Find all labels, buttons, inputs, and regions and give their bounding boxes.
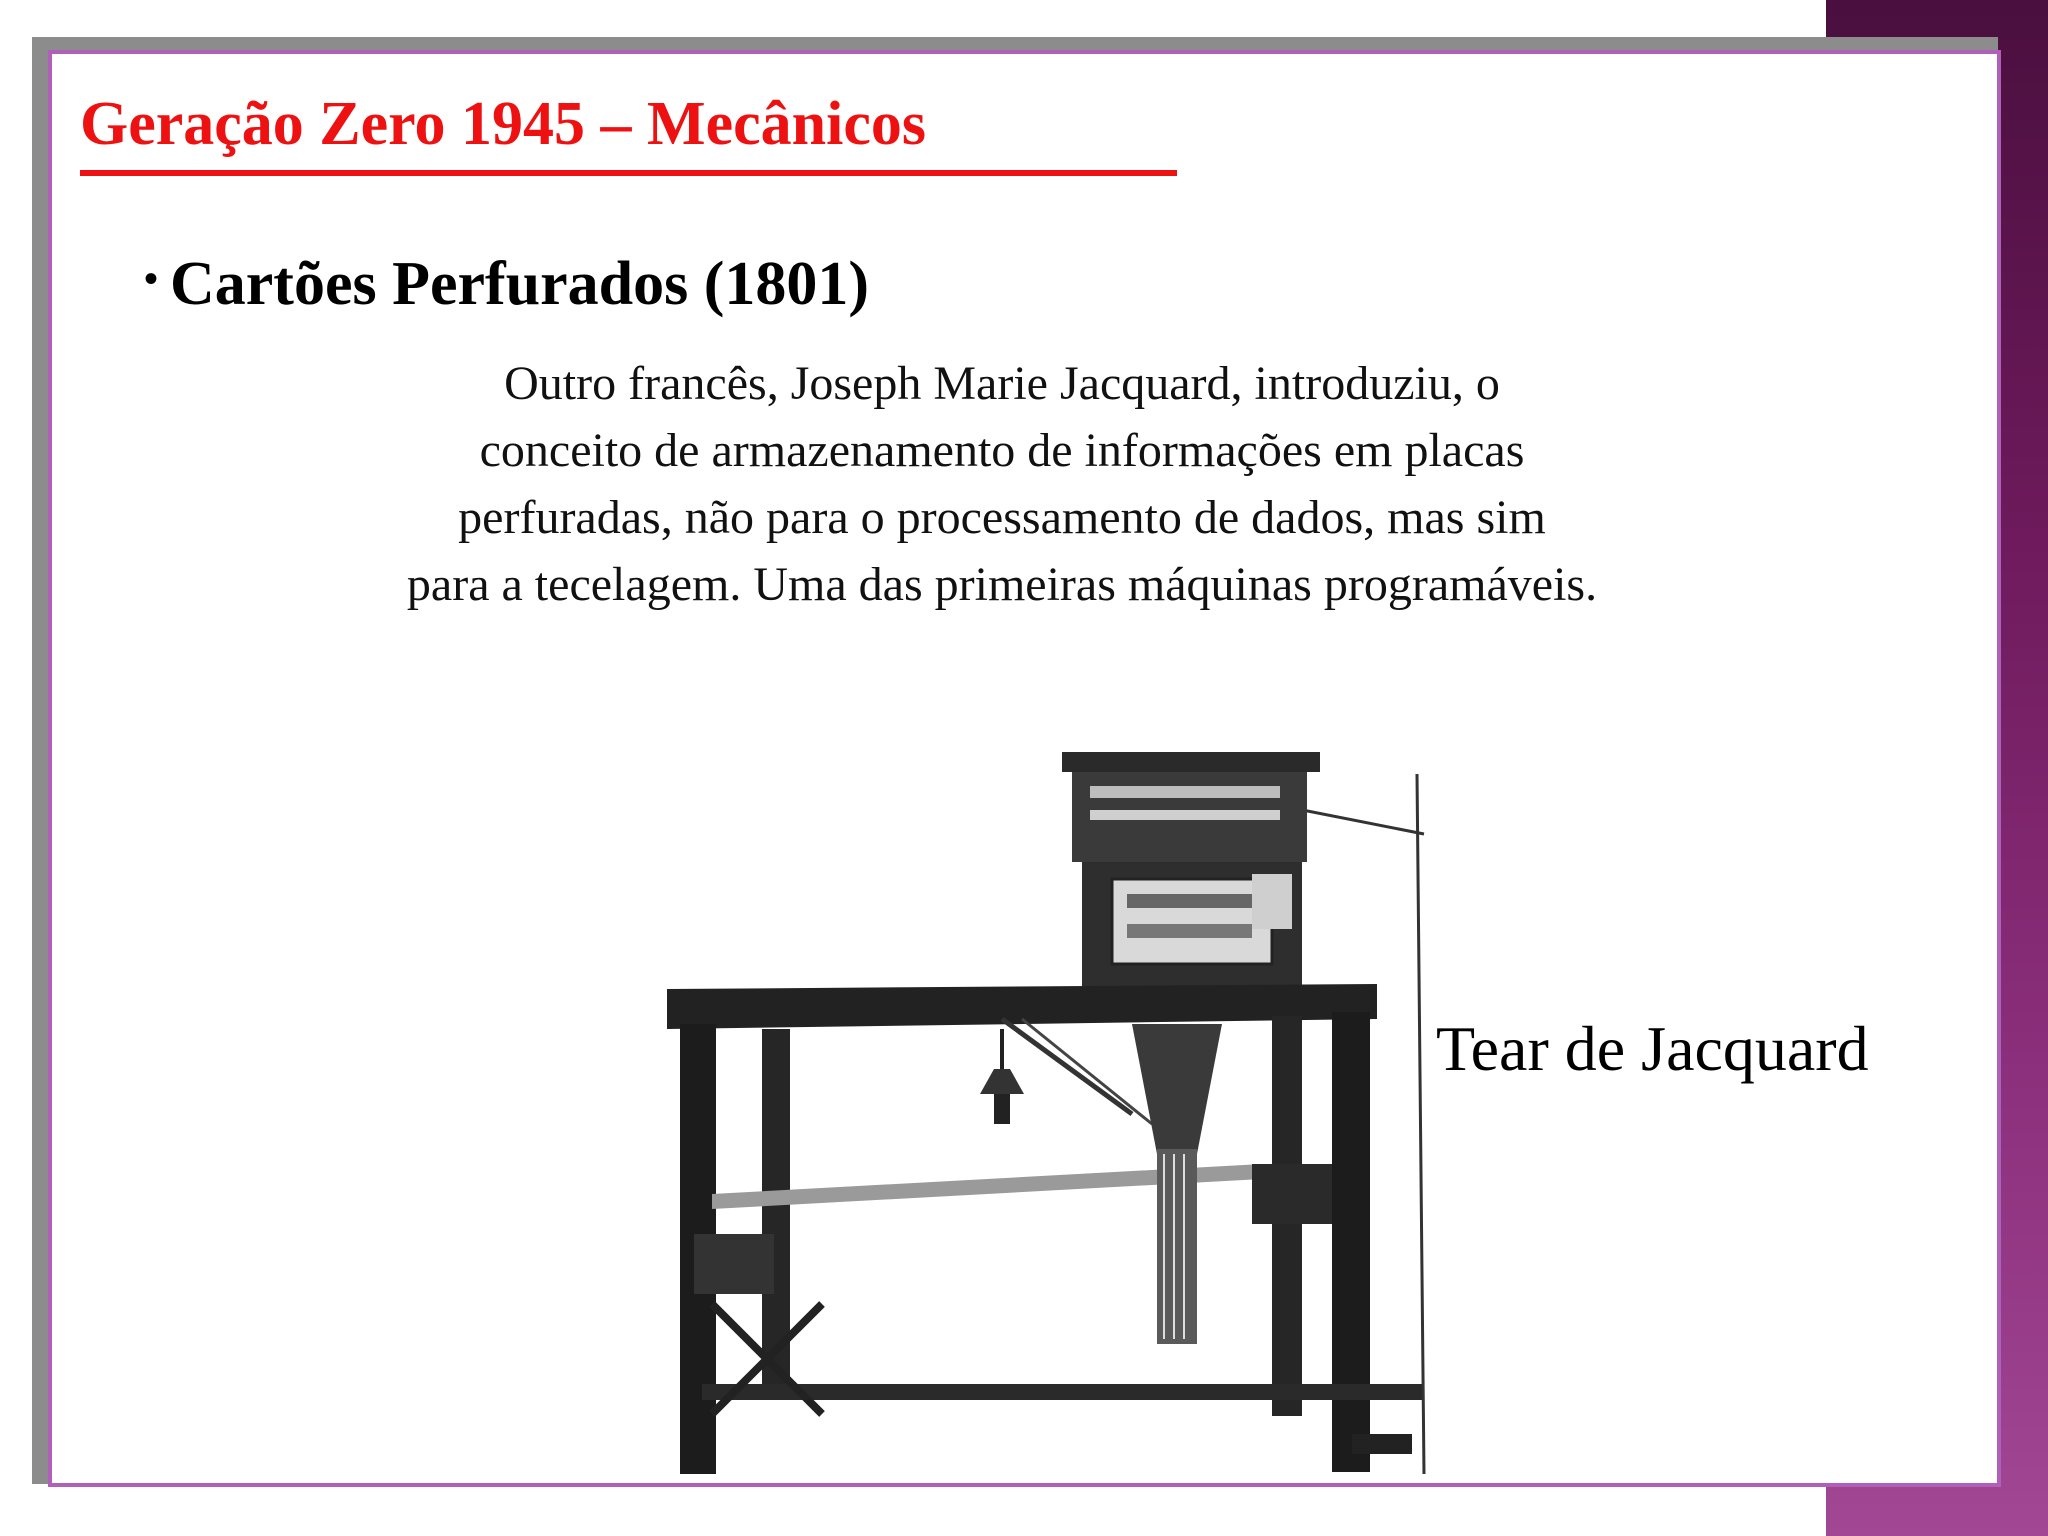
slide [48, 50, 2001, 1487]
body-paragraph [302, 350, 1702, 618]
jacquard-loom-image [612, 694, 1452, 1484]
body-line: perfuradas, não para o processamento de dados, mas sim [458, 491, 1546, 544]
body-line: Outro francês, Joseph Marie Jacquard, introduziu, o [504, 357, 1500, 410]
loom-cord [1002, 1019, 1132, 1114]
image-caption: Tear de Jacquard [1436, 1013, 1869, 1084]
title-underline [80, 170, 1177, 176]
jacquard-head [1062, 752, 1320, 1014]
loom-table-top [667, 984, 1377, 1029]
bullet-item [144, 250, 869, 318]
loom-leg [1332, 1012, 1370, 1472]
loom-mechanism [1252, 1164, 1332, 1224]
slide-title: Geração Zero 1945 – Mecânicos [80, 90, 926, 158]
loom-cord [1022, 1019, 1152, 1124]
loom-side-rod [1417, 774, 1424, 1474]
bullet-heading: Cartões Perfurados (1801) [170, 250, 870, 318]
loom-pedal [1352, 1434, 1412, 1454]
bullet-marker: • [144, 256, 159, 301]
body-line: para a tecelagem. Uma das primeiras máquinas programáveis. [406, 558, 1598, 611]
body-line: conceito de armazenamento de informações em placas [479, 424, 1525, 477]
loom-lamp [980, 1029, 1024, 1124]
loom-mechanism [694, 1234, 774, 1294]
